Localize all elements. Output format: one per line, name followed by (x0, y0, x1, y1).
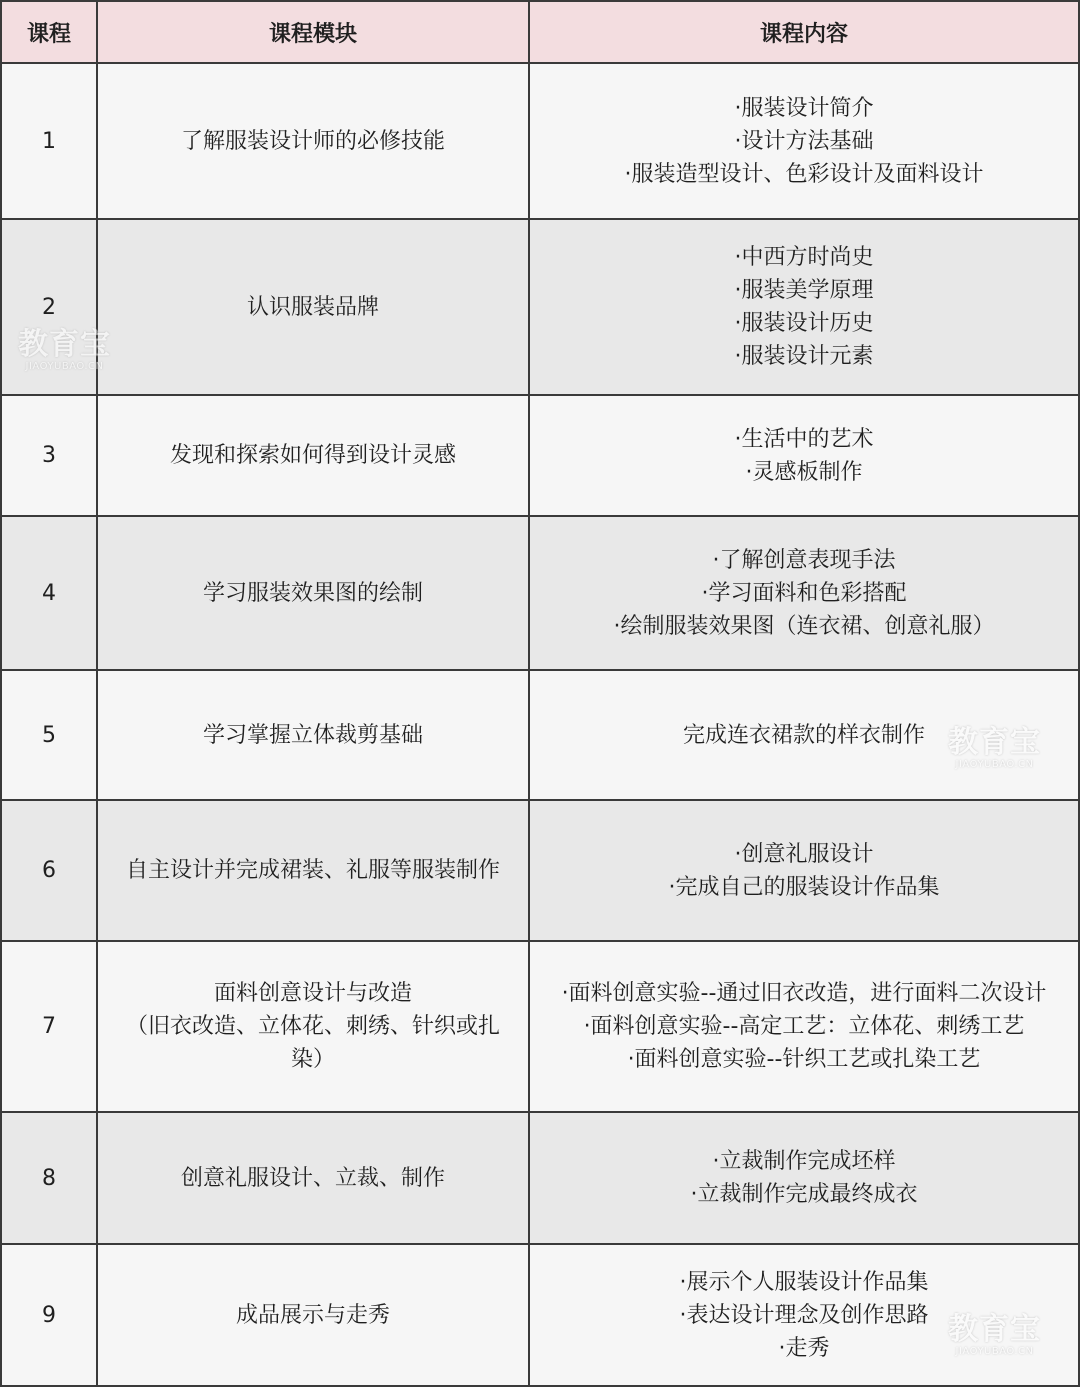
course-module (97, 516, 529, 670)
module-line: 自主设计并完成裙装、礼服等服装制作 (125, 858, 500, 883)
table-row (1, 670, 1079, 800)
content-line: ·学习面料和色彩搭配 (701, 580, 907, 606)
watermark-text: 教育宝 (948, 725, 1041, 760)
content-line: 完成连衣裙款的样衣制作 (682, 722, 925, 748)
module-line: 成品展示与走秀 (235, 1302, 390, 1328)
course-content (529, 219, 1079, 395)
module-line: 染） (290, 1047, 335, 1072)
course-module (97, 395, 529, 516)
content-line: ·面料创意实验--针织工艺或扎染工艺 (627, 1047, 981, 1072)
content-line: ·生活中的艺术 (734, 426, 874, 452)
module-line: （旧衣改造、立体花、刺绣、针织或扎 (125, 1014, 500, 1039)
course-number: 9 (1, 1244, 97, 1386)
course-number: 6 (1, 800, 97, 941)
course-module (97, 670, 529, 800)
header-row (1, 1, 1079, 63)
course-module (97, 800, 529, 941)
content-line: ·立裁制作完成最终成衣 (690, 1182, 918, 1207)
module-line: 了解服装设计师的必修技能 (180, 128, 445, 154)
content-line: ·面料创意实验--通过旧衣改造，进行面料二次设计 (561, 981, 1047, 1006)
course-number: 3 (1, 395, 97, 516)
watermark-url: JIAOYUBAO.CN (955, 759, 1034, 770)
course-content (529, 395, 1079, 516)
course-number: 1 (1, 63, 97, 219)
table-row (1, 395, 1079, 516)
course-module (97, 1112, 529, 1244)
watermark (18, 327, 111, 372)
content-line: ·中西方时尚史 (734, 245, 874, 270)
content-line: ·完成自己的服装设计作品集 (668, 874, 940, 900)
course-content (529, 63, 1079, 219)
course-number: 2 (1, 219, 97, 395)
table-row (1, 800, 1079, 941)
module-line: 学习服装效果图的绘制 (202, 580, 423, 606)
content-line: ·服装美学原理 (734, 278, 874, 303)
course-module (97, 941, 529, 1112)
course-number: 7 (1, 941, 97, 1112)
table-row (1, 1112, 1079, 1244)
module-line: 创意礼服设计、立裁、制作 (180, 1165, 445, 1191)
course-content (529, 941, 1079, 1112)
module-line: 认识服装品牌 (246, 294, 379, 320)
watermark (948, 725, 1041, 770)
watermark-text: 教育宝 (18, 327, 111, 362)
table-row (1, 941, 1079, 1112)
content-line: ·面料创意实验--高定工艺：立体花、刺绣工艺 (583, 1014, 1025, 1039)
content-line: ·展示个人服装设计作品集 (679, 1269, 929, 1295)
content-line: ·服装设计历史 (734, 311, 874, 336)
content-line: ·灵感板制作 (745, 459, 863, 485)
watermark-url: JIAOYUBAO.CN (955, 1346, 1034, 1357)
content-line: ·设计方法基础 (734, 128, 874, 154)
course-module (97, 63, 529, 219)
table-row (1, 1244, 1079, 1386)
course-module (97, 1244, 529, 1386)
header-module: 课程模块 (97, 1, 529, 63)
course-module (97, 219, 529, 395)
content-line: ·服装设计元素 (734, 344, 874, 369)
content-line: ·立裁制作完成坯样 (712, 1149, 896, 1174)
module-line: 学习掌握立体裁剪基础 (202, 722, 423, 748)
content-line: ·服装造型设计、色彩设计及面料设计 (624, 161, 984, 187)
content-line: ·表达设计理念及创作思路 (679, 1302, 929, 1328)
table-body (1, 63, 1079, 1386)
watermark-text: 教育宝 (948, 1312, 1041, 1347)
watermark (948, 1312, 1041, 1357)
content-line: ·了解创意表现手法 (712, 547, 896, 573)
content-line: ·走秀 (778, 1335, 830, 1361)
table-row (1, 516, 1079, 670)
course-content (529, 516, 1079, 670)
module-line: 发现和探索如何得到设计灵感 (169, 443, 456, 468)
course-content (529, 1112, 1079, 1244)
content-line: ·服装设计简介 (734, 95, 874, 121)
course-content (529, 800, 1079, 941)
module-line: 面料创意设计与改造 (213, 981, 412, 1006)
course-number: 8 (1, 1112, 97, 1244)
content-line: ·绘制服装效果图（连衣裙、创意礼服） (613, 613, 995, 639)
course-number: 4 (1, 516, 97, 670)
header-content: 课程内容 (529, 1, 1079, 63)
course-number: 5 (1, 670, 97, 800)
header-course: 课程 (1, 1, 97, 63)
table-row (1, 63, 1079, 219)
watermark-url: JIAOYUBAO.CN (25, 361, 104, 372)
table-row (1, 219, 1079, 395)
content-line: ·创意礼服设计 (734, 841, 874, 867)
